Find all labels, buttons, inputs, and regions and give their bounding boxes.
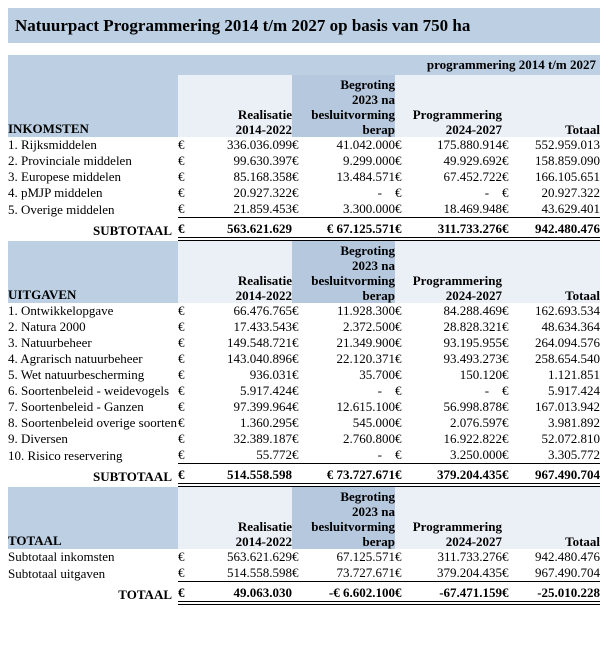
- currency-cell: €: [395, 169, 402, 184]
- table-row: [8, 351, 600, 367]
- currency-cell: €: [502, 169, 509, 184]
- row-label: 4. pMJP middelen: [8, 185, 103, 200]
- value-cell: 41.042.000: [336, 137, 396, 152]
- currency-cell: €: [502, 399, 509, 414]
- currency-cell: €: [395, 383, 402, 398]
- currency-cell: €: [502, 153, 509, 168]
- value-cell: 97.399.964: [233, 399, 292, 414]
- row-label: 7. Soortenbeleid - Ganzen: [8, 399, 144, 414]
- value-cell: 22.120.371: [336, 351, 396, 366]
- column-header-line: Totaal: [565, 122, 601, 137]
- currency-cell: €: [395, 447, 402, 462]
- table-row: [8, 383, 600, 399]
- column-header-line: Realisatie: [237, 519, 292, 534]
- value-cell: 162.693.534: [535, 303, 601, 318]
- value-cell: 35.700: [359, 367, 396, 382]
- currency-cell: €: [502, 415, 509, 430]
- document-title-band: [8, 8, 600, 43]
- column-header-realisatie: [178, 487, 292, 549]
- column-header-line: besluitvorming: [311, 519, 396, 534]
- value-cell: 563.621.629: [227, 549, 292, 564]
- currency-cell: €: [395, 464, 419, 486]
- currency-cell: €: [502, 303, 509, 318]
- column-header-realisatie: [178, 75, 292, 137]
- inkomsten-subtotal-row: [8, 218, 600, 240]
- table-row: [8, 185, 600, 201]
- currency-cell: [292, 464, 314, 486]
- currency-cell: €: [395, 153, 402, 168]
- currency-cell: €: [502, 447, 509, 462]
- table-row: [8, 399, 600, 415]
- value-cell: 514.558.598: [200, 464, 292, 486]
- currency-cell: €: [292, 447, 299, 462]
- value-cell: 49.929.692: [443, 153, 503, 168]
- value-cell: 2.372.500: [343, 319, 396, 334]
- currency-cell: €: [502, 464, 524, 486]
- table-row: [8, 565, 600, 582]
- currency-cell: €: [395, 303, 402, 318]
- table-row: [8, 201, 600, 218]
- value-cell: € 67.125.571: [314, 218, 395, 240]
- value-cell: 1.360.295: [240, 415, 292, 430]
- section-title-totaal: TOTAAL: [8, 487, 178, 549]
- column-header-line: 2024-2027: [445, 288, 503, 303]
- currency-cell: €: [292, 169, 299, 184]
- column-header-line: 2023 na: [352, 258, 396, 273]
- currency-cell: €: [292, 549, 299, 564]
- value-cell: 20.927.322: [541, 185, 601, 200]
- column-header-line: 2023 na: [352, 92, 396, 107]
- value-cell: 13.484.571: [336, 169, 396, 184]
- column-header-line: 2024-2027: [445, 122, 503, 137]
- value-cell: 936.031: [249, 367, 292, 382]
- totaal-table: [8, 487, 600, 605]
- currency-cell: €: [502, 185, 509, 200]
- currency-cell: €: [395, 582, 419, 604]
- currency-cell: €: [178, 303, 185, 318]
- row-label: 8. Soortenbeleid overige soorten: [8, 415, 177, 430]
- value-cell: 258.654.540: [535, 351, 601, 366]
- value-cell: 311.733.276: [437, 549, 503, 564]
- currency-cell: €: [502, 383, 509, 398]
- table-row: [8, 153, 600, 169]
- column-header-line: Programmering: [412, 519, 503, 534]
- uitgaven-subtotal-row: [8, 464, 600, 486]
- value-cell: 66.476.765: [233, 303, 292, 318]
- currency-cell: €: [395, 137, 402, 152]
- column-header-line: berap: [362, 122, 396, 137]
- value-cell: 28.828.321: [443, 319, 503, 334]
- currency-cell: €: [395, 367, 402, 382]
- value-cell: 336.036.099: [227, 137, 292, 152]
- value-cell: 11.928.300: [336, 303, 396, 318]
- currency-cell: €: [292, 367, 299, 382]
- uitgaven-header-row: [8, 241, 600, 303]
- value-cell: 552.959.013: [535, 137, 601, 152]
- value-cell: -67.471.159: [419, 582, 502, 604]
- value-cell: -€ 6.602.100: [314, 582, 395, 604]
- value-cell: 93.195.955: [443, 335, 503, 350]
- currency-cell: €: [395, 335, 402, 350]
- column-header-line: Totaal: [565, 534, 601, 549]
- uitgaven-table: [8, 241, 600, 487]
- value-cell: 9.299.000: [343, 153, 396, 168]
- currency-cell: €: [292, 415, 299, 430]
- value-cell: 99.630.397: [233, 153, 292, 168]
- currency-cell: €: [292, 303, 299, 318]
- row-label: 3. Natuurbeheer: [8, 335, 92, 350]
- currency-cell: €: [178, 431, 185, 446]
- column-header-line: 2014-2022: [235, 288, 292, 303]
- value-cell: 84.288.469: [443, 303, 503, 318]
- column-header-programmering: [395, 75, 502, 137]
- currency-cell: €: [395, 218, 419, 240]
- value-cell: 55.772: [256, 447, 292, 462]
- currency-cell: €: [502, 319, 509, 334]
- value-cell: 17.433.543: [233, 319, 292, 334]
- currency-cell: €: [292, 565, 299, 580]
- column-header-line: Begroting: [340, 489, 396, 504]
- currency-cell: €: [178, 153, 185, 168]
- value-cell: 150.120: [459, 367, 503, 382]
- currency-cell: €: [502, 367, 509, 382]
- column-header-programmering: [395, 487, 502, 549]
- currency-cell: €: [292, 185, 299, 200]
- table-row: [8, 415, 600, 431]
- currency-cell: €: [395, 415, 402, 430]
- value-cell: 56.998.878: [443, 399, 503, 414]
- currency-cell: €: [178, 549, 185, 564]
- currency-cell: €: [292, 335, 299, 350]
- row-label: 2. Natura 2000: [8, 319, 86, 334]
- value-cell: 166.105.651: [535, 169, 601, 184]
- value-cell: 143.040.896: [227, 351, 292, 366]
- value-cell: 3.250.000: [450, 447, 503, 462]
- column-header-begroting: [292, 241, 395, 303]
- column-header-line: Programmering: [412, 107, 503, 122]
- column-header-line: 2023 na: [352, 504, 396, 519]
- value-cell: 942.480.476: [524, 218, 600, 240]
- value-cell: 21.859.453: [233, 201, 292, 216]
- currency-cell: €: [502, 431, 509, 446]
- value-cell: 73.727.671: [336, 565, 396, 580]
- column-header-line: 2014-2022: [235, 122, 292, 137]
- subtotal-label: SUBTOTAAL: [93, 223, 172, 238]
- currency-cell: €: [178, 201, 185, 216]
- column-header-begroting: [292, 75, 395, 137]
- currency-cell: [292, 582, 314, 604]
- value-cell: 32.389.187: [233, 431, 292, 446]
- column-header-line: Begroting: [340, 243, 396, 258]
- row-label: 1. Ontwikkelopgave: [8, 303, 114, 318]
- currency-cell: €: [178, 582, 200, 604]
- value-cell: 93.493.273: [443, 351, 503, 366]
- currency-cell: €: [502, 351, 509, 366]
- inkomsten-header-row: [8, 75, 600, 137]
- value-cell: 5.917.424: [548, 383, 601, 398]
- currency-cell: €: [178, 367, 185, 382]
- value-cell: 967.490.704: [535, 565, 601, 580]
- column-header-line: besluitvorming: [311, 273, 396, 288]
- currency-cell: €: [292, 201, 299, 216]
- column-header-programmering: [395, 241, 502, 303]
- value-cell: 43.629.401: [541, 201, 601, 216]
- currency-cell: €: [395, 319, 402, 334]
- value-cell: 49.063.030: [200, 582, 292, 604]
- currency-cell: €: [292, 319, 299, 334]
- currency-cell: €: [502, 218, 524, 240]
- value-cell: -: [484, 383, 503, 398]
- currency-cell: €: [178, 218, 200, 240]
- column-header-line: Begroting: [340, 77, 396, 92]
- column-header-line: berap: [362, 288, 396, 303]
- value-cell: 158.859.090: [535, 153, 601, 168]
- value-cell: 85.168.358: [233, 169, 292, 184]
- totaal-header-row: [8, 487, 600, 549]
- value-cell: 12.615.100: [336, 399, 396, 414]
- row-label: 2. Provinciale middelen: [8, 153, 132, 168]
- column-header-begroting: [292, 487, 395, 549]
- column-header-realisatie: [178, 241, 292, 303]
- value-cell: -: [377, 383, 396, 398]
- currency-cell: €: [178, 169, 185, 184]
- value-cell: 67.125.571: [336, 549, 396, 564]
- table-row: [8, 335, 600, 351]
- row-label: Subtotaal uitgaven: [8, 565, 106, 581]
- row-label: 9. Diversen: [8, 431, 68, 446]
- value-cell: 967.490.704: [524, 464, 600, 486]
- currency-cell: €: [292, 153, 299, 168]
- value-cell: 149.548.721: [227, 335, 292, 350]
- currency-cell: €: [178, 351, 185, 366]
- currency-cell: €: [502, 335, 509, 350]
- table-row: [8, 549, 600, 565]
- currency-cell: €: [395, 565, 402, 580]
- column-header-line: Realisatie: [237, 107, 292, 122]
- currency-cell: €: [395, 351, 402, 366]
- value-cell: 379.204.435: [437, 565, 503, 580]
- value-cell: -: [377, 185, 396, 200]
- table-row: [8, 367, 600, 383]
- subtitle-label: programmering 2014 t/m 2027: [426, 57, 596, 72]
- value-cell: 3.300.000: [343, 201, 396, 216]
- row-label: 10. Risico reservering: [8, 447, 123, 463]
- value-cell: 311.733.276: [419, 218, 502, 240]
- value-cell: 379.204.435: [419, 464, 502, 486]
- currency-cell: €: [178, 137, 185, 152]
- row-label: 5. Wet natuurbescherming: [8, 367, 145, 382]
- value-cell: 2.076.597: [450, 415, 503, 430]
- currency-cell: €: [292, 383, 299, 398]
- currency-cell: €: [178, 464, 200, 486]
- value-cell: € 73.727.671: [314, 464, 395, 486]
- row-label: 4. Agrarisch natuurbeheer: [8, 351, 143, 366]
- currency-cell: €: [292, 351, 299, 366]
- inkomsten-table: [8, 75, 600, 241]
- currency-cell: €: [395, 549, 402, 564]
- total-label: TOTAAL: [118, 587, 172, 602]
- currency-cell: [292, 218, 314, 240]
- value-cell: 20.927.322: [233, 185, 292, 200]
- value-cell: 942.480.476: [535, 549, 601, 564]
- currency-cell: €: [292, 137, 299, 152]
- page-title: Natuurpact Programmering 2014 t/m 2027 op basis van 750 ha: [15, 15, 471, 35]
- value-cell: 1.121.851: [548, 367, 601, 382]
- table-row: [8, 447, 600, 464]
- row-label: 1. Rijksmiddelen: [8, 137, 97, 152]
- currency-cell: €: [178, 319, 185, 334]
- column-header-totaal: [502, 75, 600, 137]
- subtotal-label: SUBTOTAAL: [93, 469, 172, 484]
- value-cell: 545.000: [352, 415, 396, 430]
- currency-cell: €: [178, 383, 185, 398]
- value-cell: 2.760.800: [343, 431, 396, 446]
- column-header-line: Totaal: [565, 288, 601, 303]
- column-header-line: 2014-2022: [235, 534, 292, 549]
- column-header-totaal: [502, 241, 600, 303]
- value-cell: 67.452.722: [443, 169, 503, 184]
- table-row: [8, 137, 600, 153]
- column-header-line: besluitvorming: [311, 107, 396, 122]
- table-row: [8, 303, 600, 319]
- value-cell: 18.469.948: [443, 201, 503, 216]
- row-label: 5. Overige middelen: [8, 201, 115, 217]
- currency-cell: €: [502, 565, 509, 580]
- table-row: [8, 431, 600, 447]
- value-cell: 52.072.810: [541, 431, 601, 446]
- column-header-line: Realisatie: [237, 273, 292, 288]
- value-cell: 175.880.914: [437, 137, 503, 152]
- currency-cell: €: [502, 201, 509, 216]
- currency-cell: €: [178, 415, 185, 430]
- value-cell: 514.558.598: [227, 565, 292, 580]
- subtitle-band: [8, 55, 600, 75]
- value-cell: 3.305.772: [548, 447, 601, 462]
- value-cell: 563.621.629: [200, 218, 292, 240]
- column-header-line: Programmering: [412, 273, 503, 288]
- value-cell: 264.094.576: [535, 335, 601, 350]
- row-label: 6. Soortenbeleid - weidevogels: [8, 383, 170, 398]
- currency-cell: €: [395, 201, 402, 216]
- value-cell: -: [377, 447, 396, 462]
- value-cell: 5.917.424: [240, 383, 292, 398]
- currency-cell: €: [292, 431, 299, 446]
- column-header-line: 2024-2027: [445, 534, 503, 549]
- currency-cell: €: [395, 185, 402, 200]
- currency-cell: €: [292, 399, 299, 414]
- column-header-totaal: [502, 487, 600, 549]
- section-title-uitgaven: UITGAVEN: [8, 241, 178, 303]
- currency-cell: €: [178, 565, 185, 580]
- currency-cell: €: [178, 447, 185, 462]
- grand-total-row: [8, 582, 600, 604]
- currency-cell: €: [178, 399, 185, 414]
- value-cell: -: [484, 185, 503, 200]
- table-row: [8, 169, 600, 185]
- row-label: Subtotaal inkomsten: [8, 549, 115, 564]
- row-label: 3. Europese middelen: [8, 169, 121, 184]
- currency-cell: €: [395, 431, 402, 446]
- value-cell: 3.981.892: [548, 415, 601, 430]
- currency-cell: €: [178, 185, 185, 200]
- value-cell: -25.010.228: [524, 582, 600, 604]
- column-header-line: berap: [362, 534, 396, 549]
- currency-cell: €: [502, 549, 509, 564]
- value-cell: 16.922.822: [443, 431, 503, 446]
- currency-cell: €: [178, 335, 185, 350]
- currency-cell: €: [502, 582, 524, 604]
- value-cell: 21.349.900: [336, 335, 396, 350]
- value-cell: 167.013.942: [535, 399, 601, 414]
- value-cell: 48.634.364: [541, 319, 601, 334]
- table-row: [8, 319, 600, 335]
- currency-cell: €: [502, 137, 509, 152]
- section-title-inkomsten: INKOMSTEN: [8, 75, 178, 137]
- currency-cell: €: [395, 399, 402, 414]
